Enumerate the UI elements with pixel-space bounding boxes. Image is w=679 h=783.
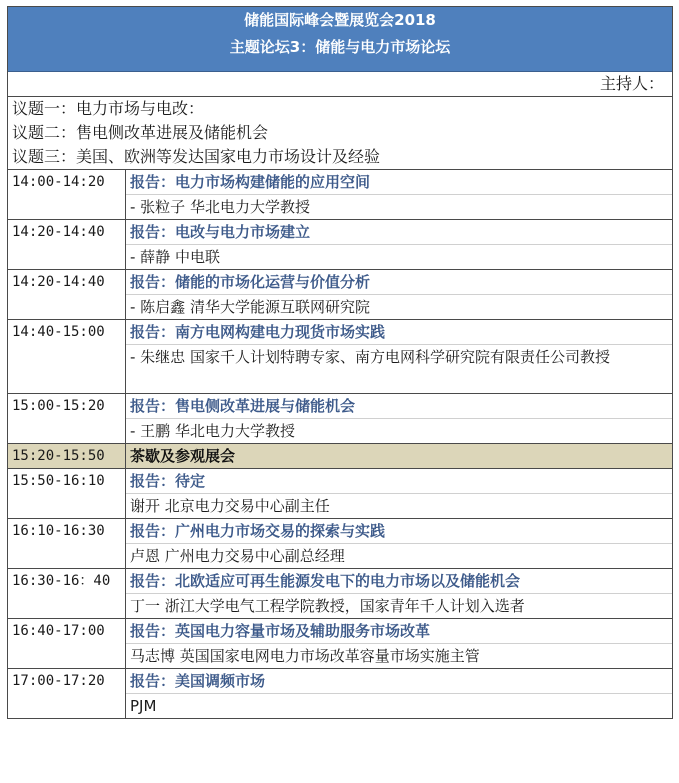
session-title: 报告：英国电力容量市场及辅助服务市场改革: [126, 619, 672, 644]
session-time: 17:00-17:20: [8, 669, 126, 718]
session-title: 报告：储能的市场化运营与价值分析: [126, 270, 672, 295]
session-row: [8, 170, 672, 220]
session-row: [8, 394, 672, 444]
break-row: [8, 444, 672, 469]
session-row: [8, 669, 672, 718]
session-title: 报告：北欧适应可再生能源发电下的电力市场以及储能机会: [126, 569, 672, 594]
topic-1: 议题一：电力市场与电改：: [12, 99, 205, 118]
session-row: [8, 270, 672, 320]
session-speaker: - 朱继忠 国家千人计划特聘专家、南方电网科学研究院有限责任公司教授: [130, 348, 610, 366]
topic-3: 议题三：美国、欧洲等发达国家电力市场设计及经验: [8, 145, 672, 170]
session-time: 14:40-15:00: [8, 320, 126, 393]
session-speaker: - 陈启鑫 清华大学能源互联网研究院: [130, 298, 370, 316]
session-time: 15:50-16:10: [8, 469, 126, 518]
session-speaker: 马志博 英国国家电网电力市场改革容量市场实施主管: [130, 647, 480, 665]
session-row: [8, 619, 672, 669]
session-time: 16:10-16:30: [8, 519, 126, 568]
session-speaker: 丁一 浙江大学电气工程学院教授，国家青年千人计划入选者: [130, 597, 525, 615]
session-row: [8, 519, 672, 569]
session-row: [8, 569, 672, 619]
session-time: 14:20-14:40: [8, 220, 126, 269]
session-title: 报告：美国调频市场: [126, 669, 672, 694]
session-row: [8, 220, 672, 270]
session-speaker: PJM: [130, 697, 157, 715]
session-time: 14:00-14:20: [8, 170, 126, 219]
session-title: 报告：广州电力市场交易的探索与实践: [126, 519, 672, 544]
session-title: 报告：南方电网构建电力现货市场实践: [126, 320, 672, 345]
topic-2: 议题二：售电侧改革进展及储能机会: [12, 123, 269, 142]
session-speaker: - 王鹏 华北电力大学教授: [130, 422, 295, 440]
session-time: 14:20-14:40: [8, 270, 126, 319]
session-title: 报告：电改与电力市场建立: [126, 220, 672, 245]
session-time: 16:40-17:00: [8, 619, 126, 668]
session-speaker: 卢恩 广州电力交易中心副总经理: [130, 547, 345, 565]
session-row: [8, 320, 672, 394]
session-speaker: 谢开 北京电力交易中心副主任: [130, 497, 330, 515]
session-speaker: - 张粒子 华北电力大学教授: [130, 198, 310, 216]
agenda-table: [7, 6, 673, 719]
event-title: 储能国际峰会暨展览会2018: [244, 11, 436, 29]
session-title: 报告：售电侧改革进展与储能机会: [126, 394, 672, 419]
table-header: [8, 7, 672, 72]
session-title: 报告：待定: [126, 469, 672, 494]
session-time: 15:00-15:20: [8, 394, 126, 443]
host-label: 主持人：: [8, 72, 672, 97]
forum-title: 主题论坛3：储能与电力市场论坛: [229, 38, 451, 56]
session-time: 16:30-16：40: [8, 569, 126, 618]
session-time: 15:20-15:50: [8, 444, 126, 468]
session-title: 报告：电力市场构建储能的应用空间: [126, 170, 672, 195]
session-title: 茶歇及参观展会: [130, 447, 236, 465]
session-row: [8, 469, 672, 519]
session-speaker: - 薛静 中电联: [130, 248, 220, 266]
